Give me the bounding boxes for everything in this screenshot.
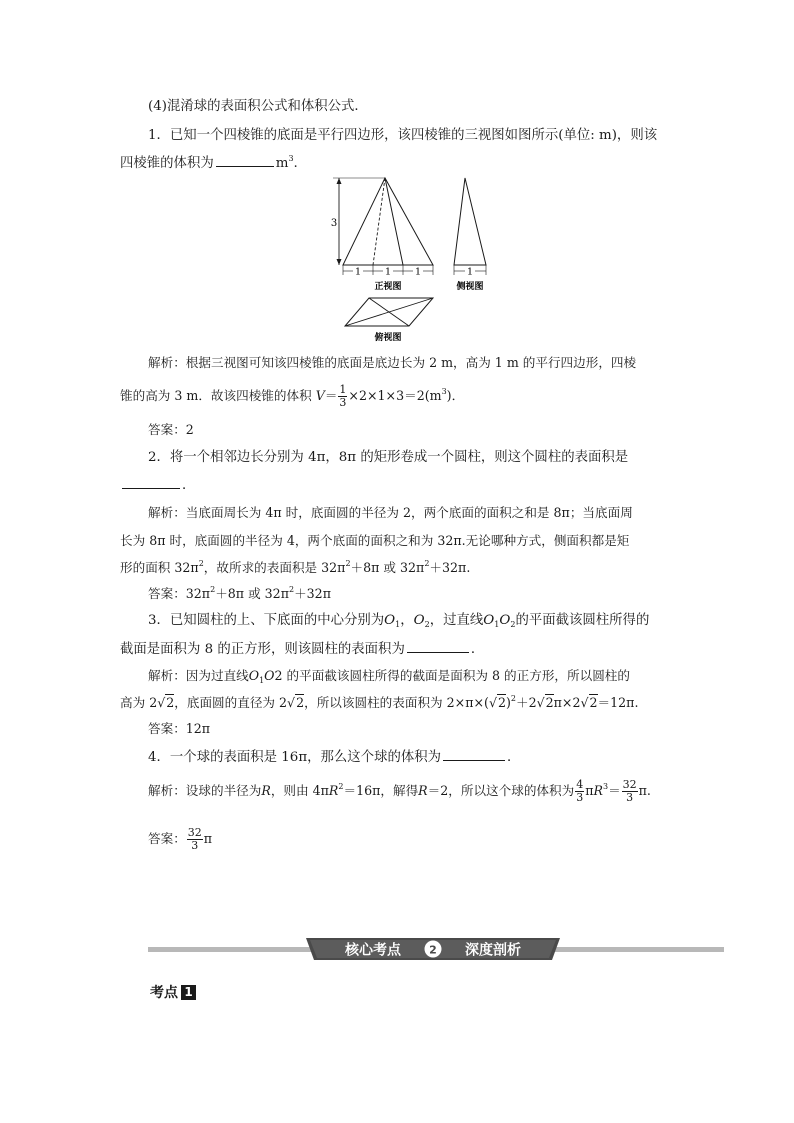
q4-frac-2: [622, 779, 638, 804]
q1-eq: ＝: [324, 388, 338, 403]
q2-answer: [148, 585, 331, 603]
q3-answer: 答案：12π: [148, 721, 211, 736]
q4-text-line1: [148, 748, 520, 767]
q4-l1: 4．一个球的表面积是 16π，那么这个球的体积为: [148, 750, 442, 765]
q4-ans-frac: [187, 827, 203, 852]
q2-ans-b: ＋8π 或 32π: [215, 586, 289, 601]
q2-a3b: ，故所求的表面积是 32π: [203, 560, 346, 575]
kaodian-heading: [150, 982, 196, 1002]
side-view-caption: 侧视图: [456, 282, 484, 292]
q3-a2e: ＋2: [516, 695, 537, 710]
q2-text-line1: 2．将一个相邻边长分别为 4π，8π 的矩形卷成一个圆柱，则这个圆柱的表面积是: [148, 450, 629, 465]
q2-ans-exp-b: 2: [288, 585, 295, 594]
q4-f2-num: 32: [622, 778, 637, 791]
q4-ad: ＝2，所以这个球的体积为: [427, 783, 575, 798]
q4-r4: R: [593, 783, 603, 798]
q4-r2: R: [328, 783, 339, 798]
q1-analysis-text: 锥的高为 3 m．故该四棱锥的体积: [120, 388, 312, 403]
q2-ans-exp-a: 2: [210, 585, 216, 594]
front-view-caption: 正视图: [374, 282, 402, 292]
q3-o2-sub: 2: [424, 620, 430, 629]
section-banner: [148, 938, 724, 960]
q3-a1c: 1: [259, 676, 265, 685]
top-view-caption: 俯视图: [374, 333, 402, 343]
q1-unit-exp: 3: [288, 154, 294, 163]
q2-exp-c: 2: [424, 559, 430, 568]
q4-ans-num: 32: [187, 826, 202, 839]
banner-badge-number: 2: [429, 943, 437, 957]
q3-o2-line-sub: 2: [510, 620, 516, 629]
q4-exp3: 3: [602, 782, 609, 791]
q1-analysis-end: )．: [446, 388, 465, 403]
q1-fraction: [338, 384, 347, 409]
q3-sqrt-3: 2: [497, 695, 506, 710]
q4-ag: π.: [638, 783, 651, 798]
q3-o2-line: O: [499, 613, 511, 628]
q3-o1-line: O: [483, 613, 495, 628]
q2-ans-a: 答案：32π: [148, 586, 211, 601]
q2-exp-b: 2: [345, 559, 351, 568]
q3-a1a: 解析：因为过直线: [148, 668, 249, 683]
q3-a2c: ，所以该圆柱的表面积为 2×π×(: [304, 695, 489, 710]
q4-frac-1: [575, 779, 584, 804]
q1-unit: m: [275, 156, 289, 171]
q4-analysis: [148, 779, 651, 804]
q4-ae: π: [585, 783, 594, 798]
q3-exp: 2: [510, 694, 516, 703]
three-view-figure: [325, 172, 505, 344]
q4-exp2: 2: [338, 782, 344, 791]
q3-text-line1: [148, 612, 649, 630]
height-label: 3: [330, 218, 338, 229]
front-view-visible-edge: [385, 178, 403, 265]
q2-analysis-line3: [120, 559, 470, 577]
q3-analysis-line2: 高为 2√2，底面圆的直径为 2√2，所以该圆柱的表面积为 $2\times\pi\times(√2)^2+2√2\pi\times 2√2=12\pi$.: [120, 694, 639, 710]
q1-text-line2: [120, 154, 298, 173]
q3-analysis-line1: [148, 667, 630, 685]
q4-ab: ，则由 4π: [270, 783, 329, 798]
q3-a2a: 高为 2: [120, 695, 158, 710]
q3-o1-line-sub: 1: [494, 620, 500, 629]
q4-ans-post: π: [203, 831, 213, 846]
q3-l2: 截面是面积为 8 的正方形，则该圆柱的表面积为: [120, 642, 405, 657]
q3-o1-sub: 1: [395, 620, 401, 629]
kaodian-number: 1: [181, 985, 196, 1000]
q3-l1a: 3．已知圆柱的上、下底面的中心分别为: [148, 613, 385, 628]
q2-a3c: ＋8π 或 32π: [350, 560, 425, 575]
q1-frac-num: 1: [339, 383, 347, 396]
q2-text-line2: [120, 476, 195, 495]
q4-f1-num: 4: [576, 778, 584, 791]
q2-ans-c: ＋32π: [294, 586, 331, 601]
q1-analysis-line2: [120, 384, 464, 409]
q1-frac-den: 3: [339, 396, 347, 409]
q2-a3a: 形的面积 32π: [120, 560, 199, 575]
intro-line: (4)混淆球的表面积公式和体积公式．: [148, 99, 368, 114]
height-arrow-top: [337, 178, 342, 184]
q1-answer: 答案：2: [148, 422, 194, 437]
side-dim-label: 1: [466, 266, 474, 278]
dim-label-3: 1: [414, 266, 422, 278]
q4-r1: R: [261, 783, 271, 798]
q2-a3d: ＋32π.: [429, 560, 471, 575]
q3-text-line2: [120, 640, 484, 659]
q3-a2d: ): [505, 695, 511, 710]
q4-r3: R: [418, 783, 428, 798]
q3-o2: O: [413, 613, 425, 628]
side-view-triangle: [454, 178, 486, 265]
q3-answer-blank: [407, 640, 469, 653]
q4-ans-den: 3: [191, 839, 199, 852]
dim-label-2: 1: [384, 266, 392, 278]
q3-a2b: ，底面圆的直径为 2: [174, 695, 288, 710]
q4-answer: [148, 827, 212, 852]
q3-a2g: ＝12π.: [597, 695, 639, 710]
q2-exp-a: 2: [198, 559, 204, 568]
q2-period: ．: [182, 478, 196, 493]
q2-analysis-line2: 长为 8π 时，底面圆的半径为 4，两个底面的面积之和为 32π.无论哪种方式，侧面积都是矩: [120, 533, 630, 548]
q3-a1e: 2 的平面截该圆柱所得的截面是面积为 8 的正方形，所以圆柱的: [274, 668, 630, 683]
q1-answer-blank: [216, 154, 274, 167]
q3-sqrt-2: 2: [296, 695, 305, 710]
q1-analysis-exp: 3: [441, 387, 447, 396]
q4-aa: 解析：设球的半径为: [148, 783, 262, 798]
q1-period: .: [293, 156, 298, 171]
q2-answer-blank: [122, 476, 180, 489]
q4-ac: ＝16π，解得: [343, 783, 419, 798]
q4-af: ＝: [608, 783, 621, 798]
banner-left-text: 核心考点: [345, 942, 401, 959]
q4-answer-blank: [443, 748, 505, 761]
q3-l1d: 的平面截该圆柱所得的: [515, 613, 650, 628]
q1-analysis-calc: ×2×1×3＝2(m: [348, 388, 442, 403]
q1-text-line1: 1．已知一个四棱锥的底面是平行四边形，该四棱锥的三视图如图所示(单位: m)，则该: [148, 128, 658, 143]
q3-sqrt-4: 2: [545, 695, 554, 710]
q3-sqrt-1: 2: [166, 695, 175, 710]
dim-label-1: 1: [354, 266, 362, 278]
q3-a1b: O: [248, 668, 260, 683]
kaodian-label: 考点: [150, 985, 178, 1001]
q3-l1c: ，过直线: [429, 613, 484, 628]
q3-sqrt-5: 2: [589, 695, 598, 710]
q1-analysis-line1: 解析：根据三视图可知该四棱锥的底面是底边长为 2 m，高为 1 m 的平行四边形，四棱: [148, 355, 637, 370]
q3-o1: O: [384, 613, 396, 628]
q3-l1b: ，: [400, 613, 414, 628]
q4-f2-den: 3: [626, 791, 634, 804]
q3-a2f: π×2: [553, 695, 581, 710]
q4-ans-pre: 答案：: [148, 831, 186, 846]
q2-analysis-line1: 解析：当底面周长为 4π 时，底面圆的半径为 2，两个底面的面积之和是 8π；当底面周: [148, 505, 633, 520]
top-view-diagonal-2: [369, 298, 409, 326]
height-arrow-bottom: [337, 259, 342, 265]
q4-f1-den: 3: [576, 791, 584, 804]
q3-period: ．: [470, 642, 485, 657]
banner-right-text: 深度剖析: [465, 942, 521, 959]
q4-period: ．: [507, 750, 521, 765]
q1-var-v: V: [315, 388, 325, 403]
q1-prompt: 四棱锥的体积为: [120, 156, 214, 171]
q3-a1d: O: [264, 668, 275, 683]
